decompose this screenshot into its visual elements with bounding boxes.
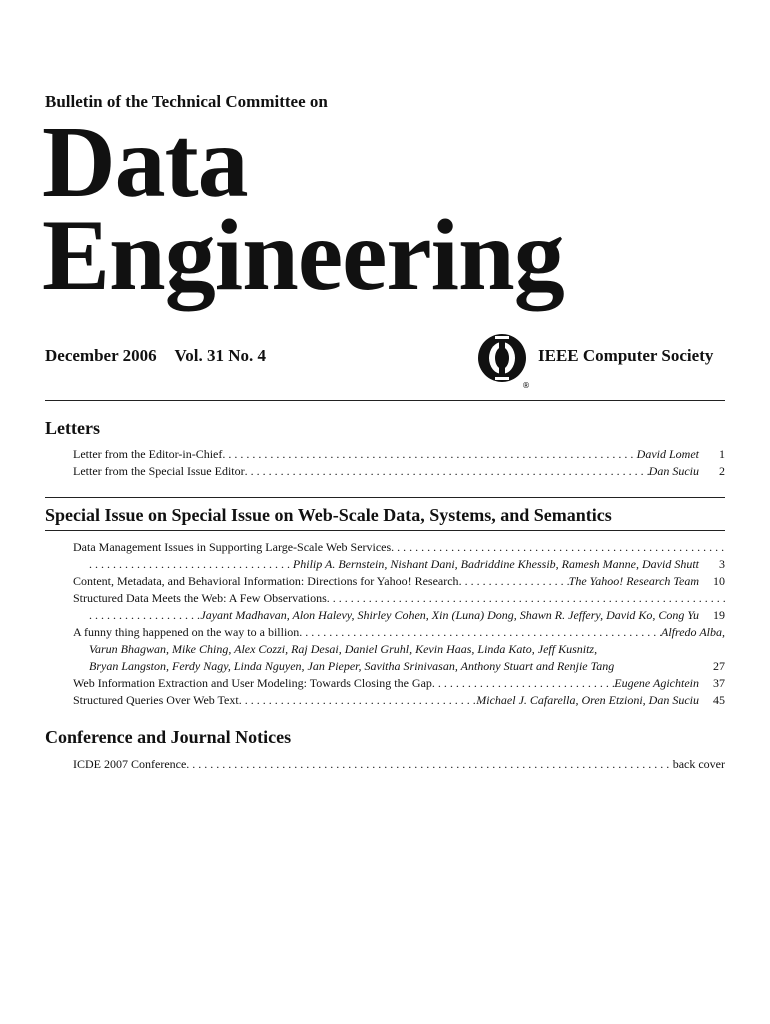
toc-page: 19 <box>713 608 725 622</box>
toc-title: ICDE 2007 Conference <box>73 757 187 771</box>
toc-author: Varun Bhagwan, Mike Ching, Alex Cozzi, Raj Desai, Daniel Gruhl, Kevin Haas, Linda Kato, Jeff Kusnitz, <box>89 642 598 656</box>
registered-mark: ® <box>522 381 530 390</box>
journal-title-line1: Data <box>42 106 248 219</box>
issue-volume: Vol. 31 No. 4 <box>174 346 266 365</box>
section-letters: Letters <box>45 418 100 438</box>
toc-page: 37 <box>713 676 725 690</box>
toc-entry-icde-2007[interactable] <box>73 756 725 773</box>
toc-author: Jayant Madhavan, Alon Halevy, Shirley Cohen, Xin (Luna) Dong, Shawn R. Jeffery, David Ko, Cong Yu <box>200 608 699 622</box>
toc-author: Alfredo Alba, <box>661 625 725 639</box>
toc-title: Data Management Issues in Supporting Large-Scale Web Services <box>73 540 392 554</box>
toc-author: David Lomet <box>636 447 699 461</box>
toc-title: A funny thing happened on the way to a billion <box>73 625 300 639</box>
toc-entry-article-4[interactable] <box>73 624 725 641</box>
toc-title: Web Information Extraction and User Modeling: Towards Closing the Gap <box>73 676 432 690</box>
toc-entry-article-1[interactable] <box>73 539 725 556</box>
notices-list <box>73 756 725 773</box>
toc-title: Letter from the Special Issue Editor <box>73 464 245 478</box>
toc-page: 10 <box>713 574 725 588</box>
toc-author: Michael J. Cafarella, Oren Etzioni, Dan Suciu <box>476 693 699 707</box>
toc-author: The Yahoo! Research Team <box>568 574 699 588</box>
society-name: IEEE Computer Society <box>538 346 714 365</box>
toc-page: 1 <box>719 447 725 461</box>
toc-entry-article-4-authors-2 <box>73 641 725 658</box>
toc-page: 27 <box>713 659 725 673</box>
toc-author: Philip A. Bernstein, Nishant Dani, Badriddine Khessib, Ramesh Manne, David Shutt <box>292 557 699 571</box>
toc-page: 2 <box>719 464 725 478</box>
toc-author: Eugene Agichtein <box>614 676 699 690</box>
divider <box>45 497 725 498</box>
section-special-issue: Special Issue on Special Issue on Web-Scale Data, Systems, and Semantics <box>45 505 612 525</box>
toc-title: Content, Metadata, and Behavioral Information: Directions for Yahoo! Research <box>73 574 459 588</box>
toc-page: 45 <box>713 693 725 707</box>
toc-entry-article-3-authors <box>73 607 725 624</box>
toc-author: Bryan Langston, Ferdy Nagy, Linda Nguyen, Jan Pieper, Savitha Srinivasan, Anthony Stuart and Renjie Tang <box>89 659 615 673</box>
toc-page: back cover <box>672 757 725 771</box>
ieee-logo-icon <box>476 330 530 390</box>
toc-title: Structured Data Meets the Web: A Few Observations <box>73 591 327 605</box>
toc-title: Structured Queries Over Web Text <box>73 693 239 707</box>
toc-entry-article-6[interactable] <box>73 692 725 709</box>
issue-date: December 2006 <box>45 346 157 365</box>
toc-title: Letter from the Editor-in-Chief <box>73 447 223 461</box>
toc-entry-article-2[interactable] <box>73 573 725 590</box>
toc-entry-article-1-authors <box>73 556 725 573</box>
toc-page: 3 <box>719 557 725 571</box>
toc-entry-special-editor[interactable] <box>73 463 725 480</box>
divider <box>45 530 725 531</box>
section-notices: Conference and Journal Notices <box>45 727 292 747</box>
divider <box>45 400 725 401</box>
bulletin-heading: Bulletin of the Technical Committee on <box>45 92 328 111</box>
toc-author: Dan Suciu <box>648 464 699 478</box>
toc-entry-article-3[interactable] <box>73 590 725 607</box>
issue-info <box>45 346 280 366</box>
toc-entry-article-5[interactable] <box>73 675 725 692</box>
toc-entry-article-4-authors-3 <box>73 658 725 675</box>
toc-entry-editor-in-chief[interactable] <box>73 446 725 463</box>
journal-title-line2: Engineering <box>42 199 564 312</box>
articles-list <box>73 539 725 709</box>
letters-list <box>73 446 725 480</box>
